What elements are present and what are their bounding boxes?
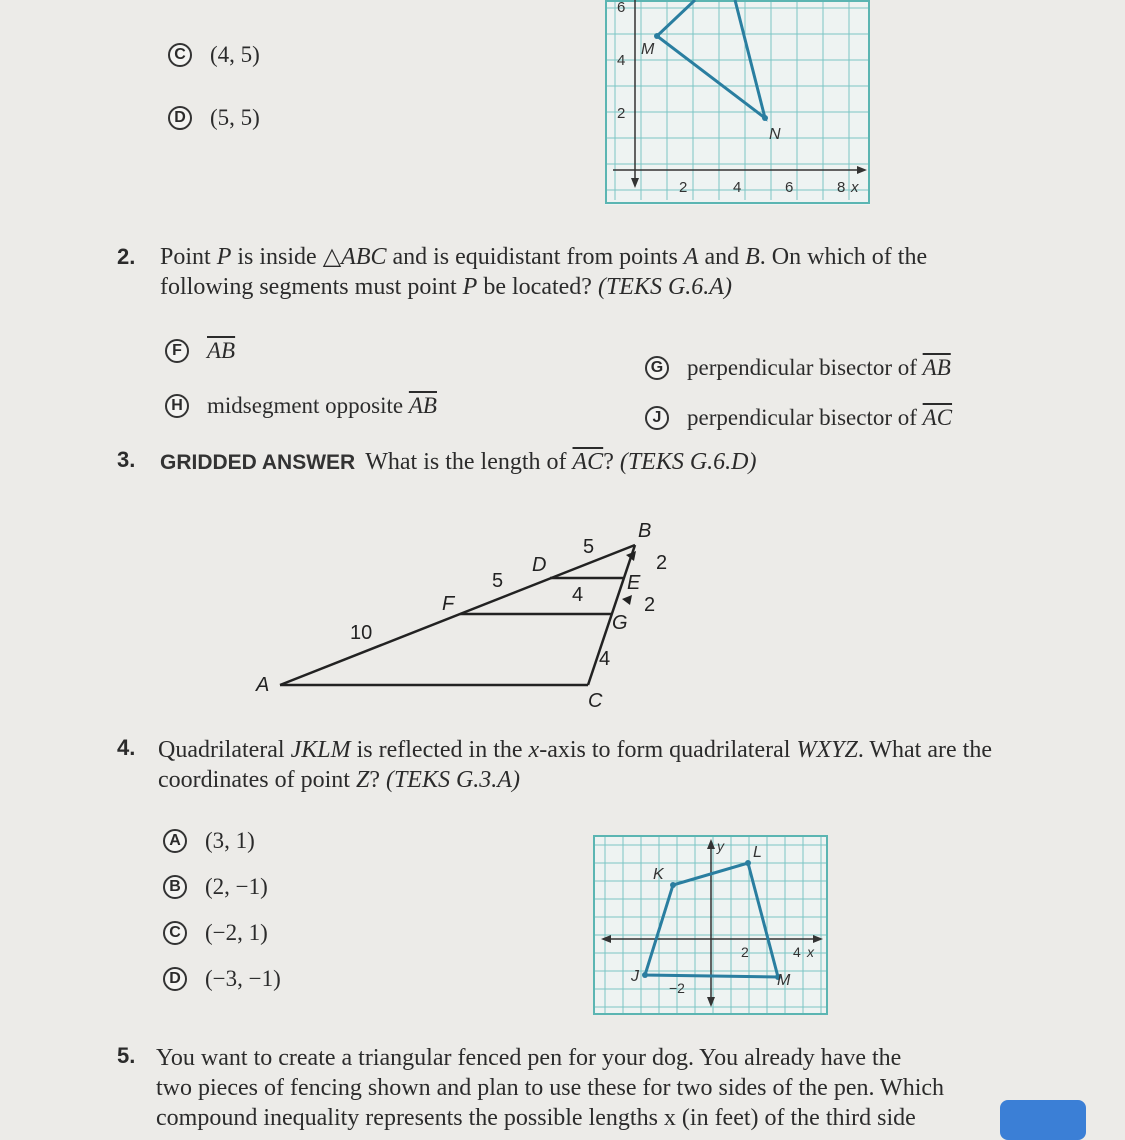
choice-letter-c: C [163, 921, 187, 945]
svg-text:x: x [807, 944, 814, 960]
q4-prompt: Quadrilateral JKLM is reflected in the x-axis to form quadrilateral WXYZ. What are the coordinates of point Z? (TEKS G.3.A) [158, 737, 992, 793]
q5-number: 5. [117, 1043, 136, 1068]
q5-prompt: You want to create a triangular fenced pen for your dog. You already have the two pieces of fencing shown and plan to use these for two sides of the pen. Which compound inequality represents the possible lengths x (in feet) of the third side [156, 1045, 945, 1131]
svg-text:F: F [442, 593, 455, 615]
choice-letter-h: H [165, 394, 189, 418]
svg-text:E: E [627, 572, 641, 594]
q3-prompt: GRIDDED ANSWER What is the length of $\overline{AC}$? (TEKS G.6.D) [160, 449, 757, 475]
choice-letter-d: D [168, 106, 192, 130]
q1-coordinate-graph [605, 0, 870, 205]
q2-choice-j[interactable]: J perpendicular bisector of $\overline{AC}$ [645, 405, 952, 431]
svg-text:10: 10 [350, 622, 373, 644]
svg-text:C: C [588, 690, 603, 710]
choice-text: (4, 5) [210, 42, 260, 67]
q4-number: 4. [117, 735, 136, 760]
svg-text:y: y [717, 838, 724, 854]
q4-choice-b[interactable]: B (2, −1) [163, 874, 268, 900]
svg-text:K: K [653, 866, 664, 883]
svg-text:J: J [631, 968, 639, 985]
svg-text:5: 5 [583, 536, 595, 558]
segment-ab: $\overline{AB}$ [207, 338, 236, 363]
svg-text:5: 5 [492, 570, 504, 592]
q4-coordinate-graph [593, 835, 828, 1015]
svg-text:2: 2 [656, 552, 668, 574]
q4-choice-a[interactable]: A (3, 1) [163, 828, 255, 854]
q1-choice-d[interactable] [168, 105, 260, 131]
q4-choice-c[interactable]: C (−2, 1) [163, 920, 268, 946]
svg-text:4: 4 [599, 648, 611, 670]
q2-choice-g[interactable]: G perpendicular bisector of $\overline{AB}$ [645, 355, 951, 381]
segment-ac: $\overline{AC}$ [922, 405, 953, 430]
svg-text:D: D [532, 554, 547, 576]
q1-choice-c[interactable] [168, 42, 260, 68]
svg-text:2: 2 [644, 594, 656, 616]
point-n-label: N [769, 126, 781, 143]
choice-text: (5, 5) [210, 105, 260, 130]
svg-text:6: 6 [617, 0, 626, 16]
choice-letter-d: D [163, 967, 187, 991]
segment-ab: $\overline{AB}$ [922, 355, 951, 380]
svg-text:4: 4 [733, 179, 742, 196]
svg-text:B: B [638, 520, 652, 542]
q2-choice-h[interactable]: H midsegment opposite $\overline{AB}$ [165, 393, 437, 419]
svg-text:−2: −2 [669, 980, 685, 996]
q3-triangle-figure [250, 515, 690, 710]
svg-text:8: 8 [837, 179, 846, 196]
svg-text:A: A [256, 674, 270, 696]
svg-text:M: M [777, 972, 791, 989]
svg-text:4: 4 [572, 584, 584, 606]
svg-text:L: L [753, 844, 762, 861]
svg-text:4: 4 [793, 944, 801, 960]
q2-number: 2. [117, 244, 136, 269]
svg-text:x: x [851, 179, 859, 196]
q3-number: 3. [117, 447, 136, 472]
corner-overlay-button[interactable] [1000, 1100, 1086, 1140]
gridded-answer-label: GRIDDED ANSWER [160, 451, 356, 474]
svg-text:4: 4 [617, 52, 626, 69]
svg-text:2: 2 [617, 105, 626, 122]
svg-text:G: G [612, 612, 628, 634]
choice-letter-a: A [163, 829, 187, 853]
choice-letter-b: B [163, 875, 187, 899]
svg-text:2: 2 [741, 944, 749, 960]
choice-letter-c: C [168, 43, 192, 67]
choice-letter-f: F [165, 339, 189, 363]
choice-letter-g: G [645, 356, 669, 380]
segment-ab: $\overline{AB}$ [408, 393, 437, 418]
q4-choice-d[interactable]: D (−3, −1) [163, 966, 281, 992]
q2-choice-f[interactable] [165, 338, 235, 364]
svg-text:2: 2 [679, 179, 688, 196]
q2-prompt: Point P is inside △ABC and is equidistant from points A and B. On which of the following segments must point P be located? (TEKS G.6.A) [160, 244, 928, 300]
point-m-label: M [641, 41, 655, 58]
svg-text:6: 6 [785, 179, 794, 196]
choice-letter-j: J [645, 406, 669, 430]
